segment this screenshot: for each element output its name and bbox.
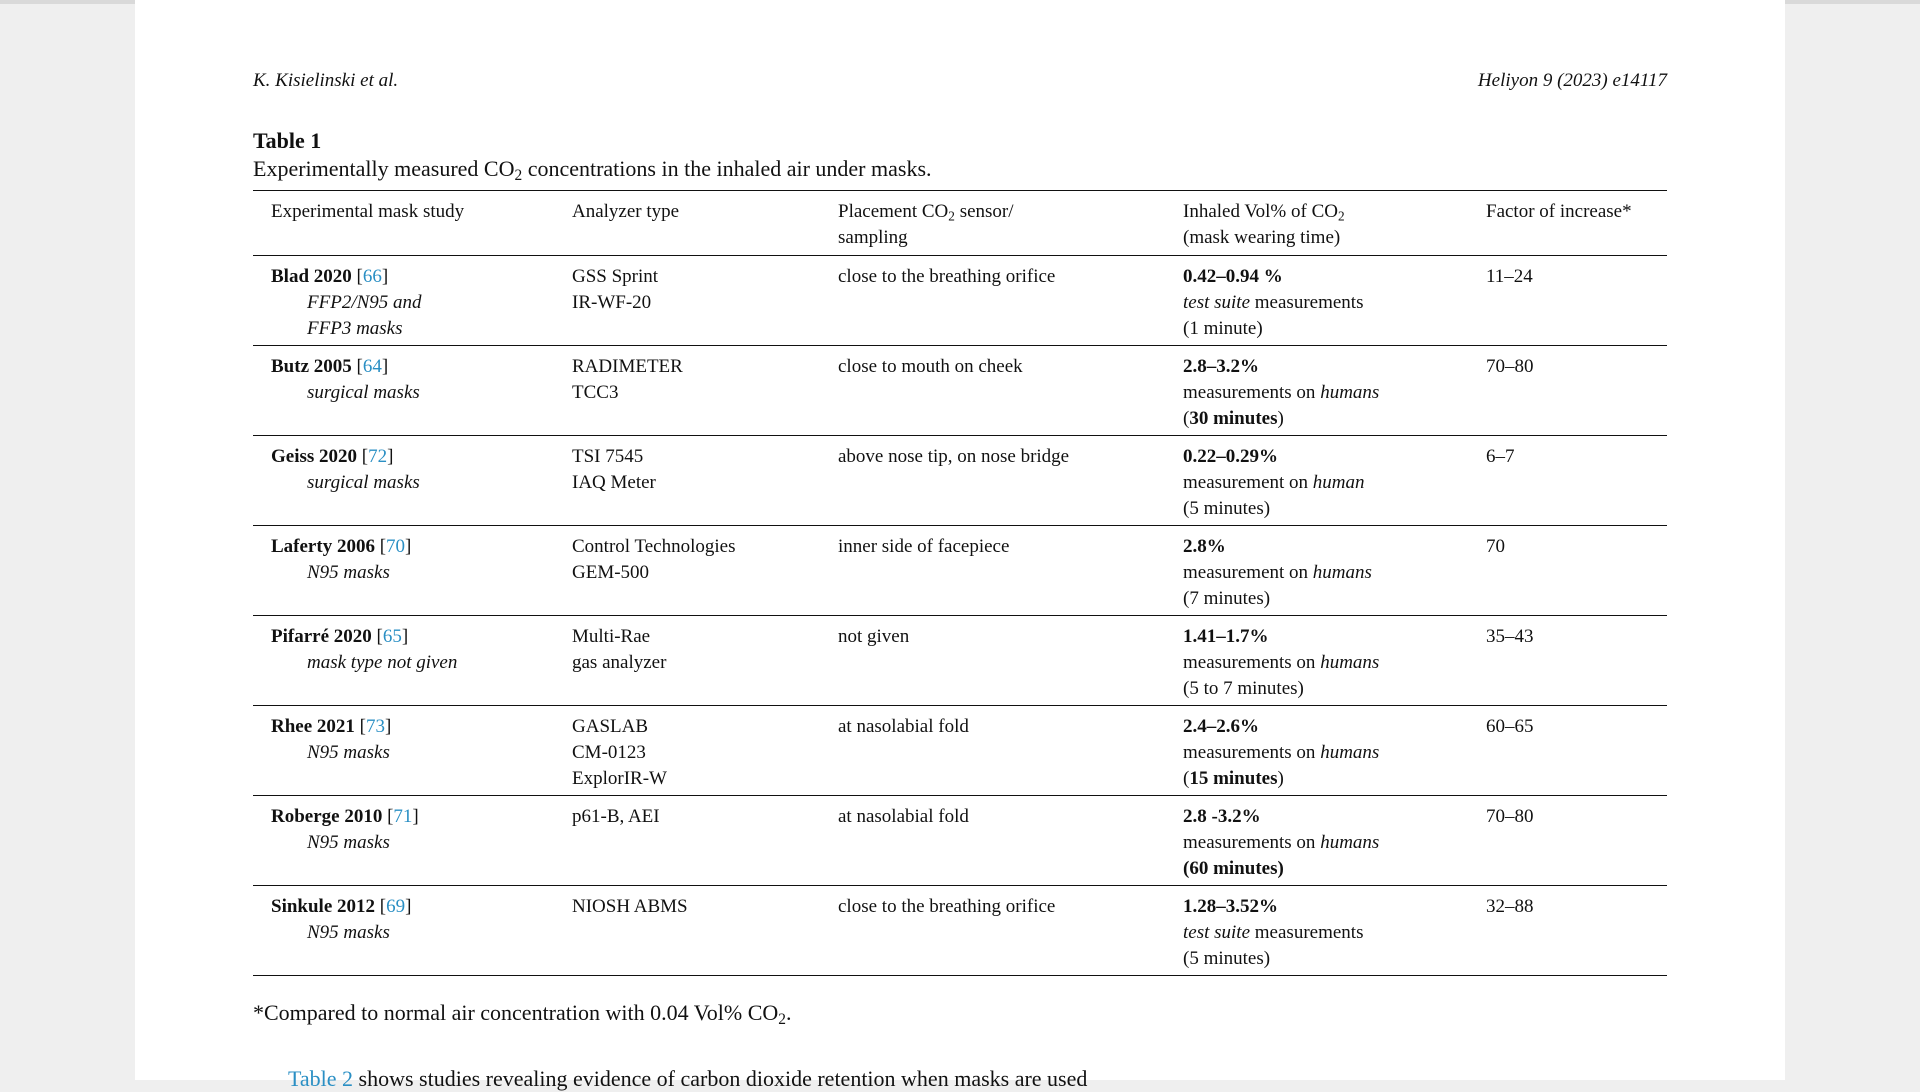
analyzer-cell: GASLAB CM-0123 ExplorIR-W	[572, 706, 838, 796]
inhaled-cell: 1.28–3.52% test suite measurements (5 minutes)	[1183, 886, 1486, 976]
analyzer-cell: RADIMETER TCC3	[572, 346, 838, 436]
header-analyzer: Analyzer type	[572, 191, 838, 256]
study-cell: Butz 2005 [64] surgical masks	[253, 346, 572, 436]
factor-cell: 11–24	[1486, 256, 1667, 346]
reference-link[interactable]: 65	[382, 626, 402, 647]
factor-cell: 70–80	[1486, 796, 1667, 886]
header-factor: Factor of increase*	[1486, 191, 1667, 256]
caption-subscript: 2	[514, 166, 523, 184]
table-row	[253, 616, 1667, 706]
reference-link[interactable]: 69	[386, 896, 406, 917]
reference-link[interactable]: 72	[368, 446, 388, 467]
body-paragraph: Table 2 shows studies revealing evidence of carbon dioxide retention when masks are used	[288, 1066, 1088, 1091]
study-cell: Laferty 2006 [70] N95 masks	[253, 526, 572, 616]
table-2-link[interactable]: Table 2	[288, 1066, 354, 1091]
inhaled-cell: 2.4–2.6% measurements on humans (15 minutes)	[1183, 706, 1486, 796]
study-cell: Blad 2020 [66] FFP2/N95 and FFP3 masks	[253, 256, 572, 346]
inhaled-cell: 0.22–0.29% measurement on human (5 minutes)	[1183, 436, 1486, 526]
placement-cell: inner side of facepiece	[838, 526, 1183, 616]
header-study: Experimental mask study	[253, 191, 572, 256]
table-row	[253, 526, 1667, 616]
inhaled-cell: 2.8% measurement on humans (7 minutes)	[1183, 526, 1486, 616]
header-placement: Placement $CO_2$ sensor/ sampling	[838, 191, 1183, 256]
table-row	[253, 796, 1667, 886]
study-cell: Sinkule 2012 [69] N95 masks	[253, 886, 572, 976]
running-head-journal: Heliyon 9 (2023) e14117	[1477, 70, 1667, 91]
factor-cell: 70–80	[1486, 346, 1667, 436]
factor-cell: 6–7	[1486, 436, 1667, 526]
study-cell: Rhee 2021 [73] N95 masks	[253, 706, 572, 796]
table-footnote: *Compared to normal air concentration with 0.04 Vol% $CO_2$.	[253, 1000, 792, 1028]
reference-link[interactable]: 66	[362, 266, 382, 287]
inhaled-cell: 0.42–0.94 % test suite measurements (1 minute)	[1183, 256, 1486, 346]
table-row	[253, 256, 1667, 346]
analyzer-cell: TSI 7545 IAQ Meter	[572, 436, 838, 526]
analyzer-cell: p61-B, AEI	[572, 796, 838, 886]
analyzer-cell: NIOSH ABMS	[572, 886, 838, 976]
placement-cell: above nose tip, on nose bridge	[838, 436, 1183, 526]
factor-cell: 60–65	[1486, 706, 1667, 796]
table-caption	[253, 156, 932, 182]
factor-cell: 35–43	[1486, 616, 1667, 706]
reference-link[interactable]: 64	[362, 356, 382, 377]
table-header-row	[253, 191, 1667, 256]
co2-table	[253, 190, 1667, 976]
reference-link[interactable]: 71	[393, 806, 413, 827]
study-cell: Roberge 2010 [71] N95 masks	[253, 796, 572, 886]
factor-cell: 32–88	[1486, 886, 1667, 976]
caption-text-end: concentrations in the inhaled air under masks.	[522, 156, 932, 181]
running-head-authors: K. Kisielinski et al.	[253, 70, 399, 91]
factor-cell: 70	[1486, 526, 1667, 616]
document-page	[135, 0, 1785, 1091]
inhaled-cell: 2.8 -3.2% measurements on humans (60 minutes)	[1183, 796, 1486, 886]
placement-cell: close to the breathing orifice	[838, 256, 1183, 346]
reference-link[interactable]: 73	[365, 716, 385, 737]
table-label: Table 1	[253, 128, 322, 153]
placement-cell: at nasolabial fold	[838, 796, 1183, 886]
table-row	[253, 346, 1667, 436]
inhaled-cell: 1.41–1.7% measurements on humans (5 to 7 minutes)	[1183, 616, 1486, 706]
table-row	[253, 886, 1667, 976]
analyzer-cell: Control Technologies GEM-500	[572, 526, 838, 616]
table-row	[253, 436, 1667, 526]
caption-text: Experimentally measured CO	[253, 156, 515, 181]
study-cell: Geiss 2020 [72] surgical masks	[253, 436, 572, 526]
placement-cell: not given	[838, 616, 1183, 706]
table-row	[253, 706, 1667, 796]
analyzer-cell: Multi-Rae gas analyzer	[572, 616, 838, 706]
analyzer-cell: GSS Sprint IR-WF-20	[572, 256, 838, 346]
reference-link[interactable]: 70	[386, 536, 406, 557]
inhaled-cell: 2.8–3.2% measurements on humans (30 minutes)	[1183, 346, 1486, 436]
placement-cell: at nasolabial fold	[838, 706, 1183, 796]
placement-cell: close to the breathing orifice	[838, 886, 1183, 976]
study-cell: Pifarré 2020 [65] mask type not given	[253, 616, 572, 706]
header-inhaled: Inhaled Vol% of $CO_2$ (mask wearing time)	[1183, 191, 1486, 256]
placement-cell: close to mouth on cheek	[838, 346, 1183, 436]
